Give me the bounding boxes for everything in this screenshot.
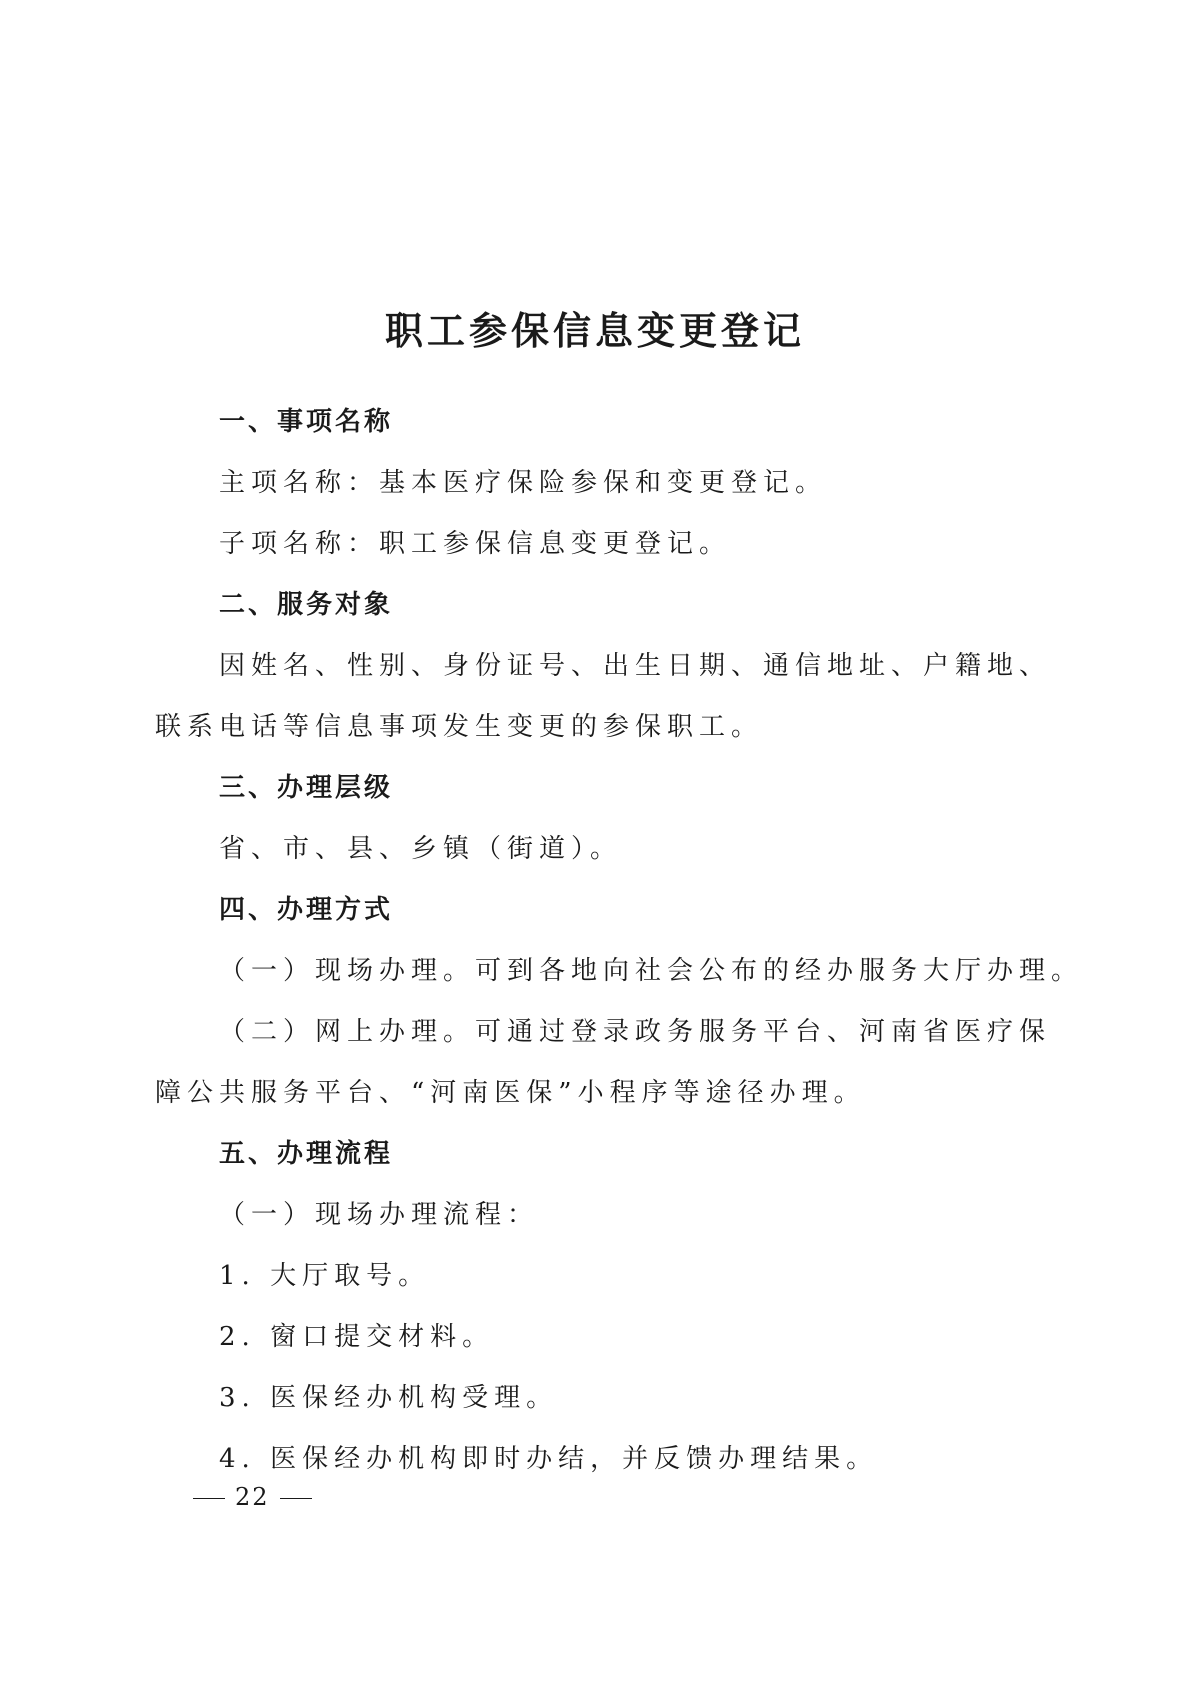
section-heading-process: 五、办理流程 bbox=[219, 1139, 394, 1169]
section-heading-service-target: 二、服务对象 bbox=[219, 590, 394, 620]
online-handling-line-1: （二）网上办理。可通过登录政务服务平台、河南省医疗保 bbox=[219, 1017, 1052, 1047]
section-heading-item-name: 一、事项名称 bbox=[219, 407, 394, 437]
main-item-name: 主项名称：基本医疗保险参保和变更登记。 bbox=[219, 468, 828, 498]
page-number: 22 bbox=[235, 1483, 270, 1511]
onsite-handling-text: （一）现场办理。可到各地向社会公布的经办服务大厅办理。 bbox=[219, 956, 1084, 986]
document-body bbox=[155, 392, 1084, 1490]
process-step: 3. 医保经办机构受理。 bbox=[219, 1383, 559, 1413]
process-step: 1. 大厅取号。 bbox=[219, 1261, 431, 1291]
handling-level-text: 省、市、县、乡镇（街道）。 bbox=[219, 834, 623, 864]
onsite-process-subheading: （一）现场办理流程： bbox=[219, 1200, 540, 1230]
process-step: 2. 窗口提交材料。 bbox=[219, 1322, 495, 1352]
footer-dash-right bbox=[280, 1498, 312, 1499]
process-step: 4. 医保经办机构即时办结，并反馈办理结果。 bbox=[219, 1444, 879, 1474]
section-heading-handling-method: 四、办理方式 bbox=[219, 895, 394, 925]
page-number-footer bbox=[183, 1483, 322, 1511]
online-handling-line-2: 障公共服务平台、“河南医保”小程序等途径办理。 bbox=[155, 1078, 866, 1108]
service-target-line-2: 联系电话等信息事项发生变更的参保职工。 bbox=[155, 712, 764, 742]
page-title: 职工参保信息变更登记 bbox=[384, 309, 805, 353]
service-target-line-1: 因姓名、性别、身份证号、出生日期、通信地址、户籍地、 bbox=[219, 651, 1052, 681]
section-heading-handling-level: 三、办理层级 bbox=[219, 773, 394, 803]
sub-item-name: 子项名称：职工参保信息变更登记。 bbox=[219, 529, 732, 559]
footer-dash-left bbox=[193, 1498, 225, 1499]
